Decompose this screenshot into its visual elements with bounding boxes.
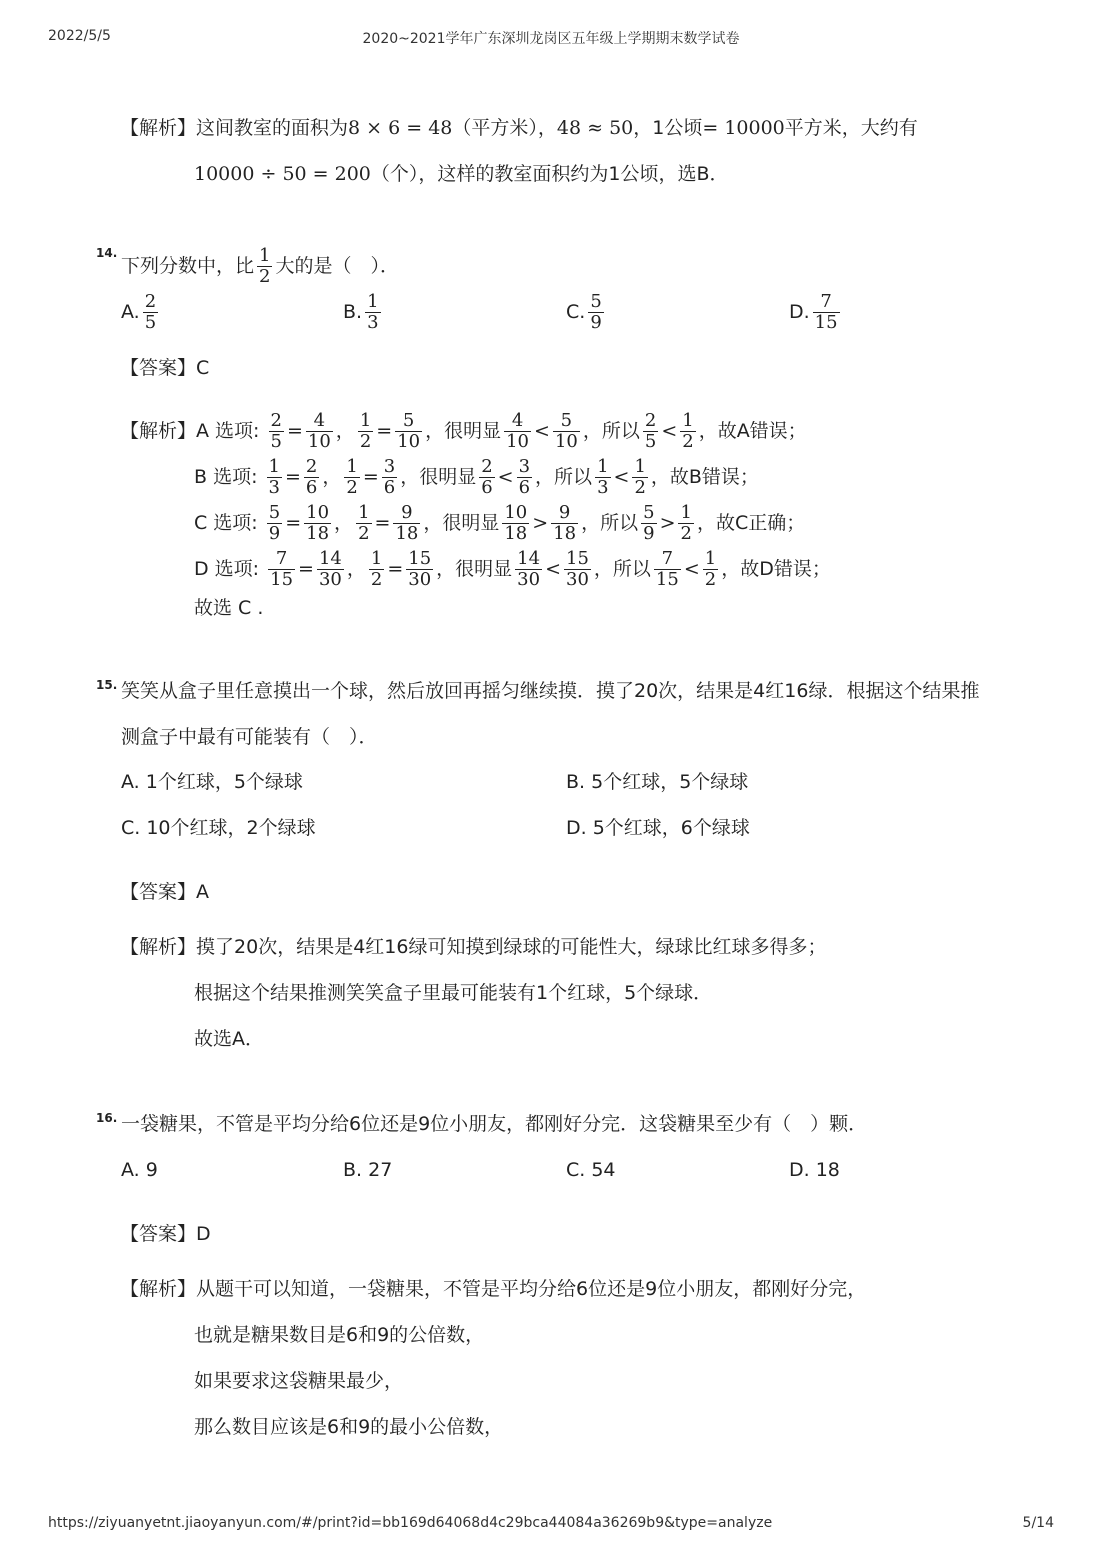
- q16-option-a[interactable]: A. 9: [121, 1159, 158, 1181]
- q15-analysis-line-1: 【解析】摸了20次，结果是4红16绿可知摸到绿球的可能性大，绿球比红球多得多；: [120, 936, 827, 958]
- q13-analysis-line-2: 10000 ÷ 50 = 200（个），这样的教室面积约为1公顷，选B．: [194, 163, 729, 185]
- q16-analysis-line-1: 【解析】从题干可以知道，一袋糖果，不管是平均分给6位还是9位小朋友，都刚好分完，: [120, 1278, 867, 1300]
- q16-analysis-line-3: 如果要求这袋糖果最少，: [194, 1370, 404, 1392]
- question-number: 14.: [96, 246, 118, 260]
- q14-option-a[interactable]: A. $\frac{2}{5}$: [121, 291, 157, 333]
- print-date: 2022/5/5: [48, 28, 111, 44]
- q14-answer: 【答案】C: [120, 357, 210, 379]
- q15-analysis-line-3: 故选A．: [194, 1028, 264, 1050]
- q16-option-d[interactable]: D. 18: [789, 1159, 840, 1181]
- q16-analysis-line-4: 那么数目应该是6和9的最小公倍数，: [194, 1416, 504, 1438]
- q15-option-b[interactable]: B. 5个红球，5个绿球: [566, 771, 749, 793]
- q16-option-b[interactable]: B. 27: [343, 1159, 393, 1181]
- q16-option-c[interactable]: C. 54: [566, 1159, 616, 1181]
- q14-final: 故选 C .: [194, 597, 264, 619]
- q16-stem: 一袋糖果，不管是平均分给6位还是9位小朋友，都刚好分完．这袋糖果至少有（ ）颗．: [121, 1113, 868, 1135]
- q16-answer: 【答案】D: [120, 1223, 211, 1245]
- q14-analysis-row-b: B 选项: $\frac{1}{3}$ = $\frac{2}{6}$ ， $\frac{1}{2}$ = $\frac{3}{6}$ ，很明显 $\frac{2}{6}$ < $\frac{3}{6}$ ，所以 $\frac{1}{3}$ < $\frac{1}{2}$ ，故B错误；: [194, 456, 759, 498]
- question-number: 15.: [96, 678, 118, 692]
- document-title: 2020~2021学年广东深圳龙岗区五年级上学期期末数学试卷: [362, 31, 740, 47]
- q14-analysis-row-d: D 选项: $\frac{7}{15}$ = $\frac{14}{30}$ ， $\frac{1}{2}$ = $\frac{15}{30}$ ，很明显 $\frac{14}{30}$ < $\frac{15}{30}$ ，所以 $\frac{7}{15}$ < $\frac{1}{2}$ ，故D错误；: [194, 548, 831, 590]
- page-number: 5/14: [1022, 1515, 1054, 1531]
- q15-option-c[interactable]: C. 10个红球，2个绿球: [121, 817, 316, 839]
- question-number: 16.: [96, 1111, 118, 1125]
- q14-option-c[interactable]: C. $\frac{5}{9}$: [566, 291, 602, 333]
- q16-analysis-line-2: 也就是糖果数目是6和9的公倍数，: [194, 1324, 485, 1346]
- q15-option-a[interactable]: A. 1个红球，5个绿球: [121, 771, 303, 793]
- q14-stem: 下列分数中，比 $\frac{1}{2}$ 大的是（ ）．: [121, 245, 399, 287]
- analysis-label: 【解析】: [120, 117, 197, 139]
- q15-stem-line-1: 笑笑从盒子里任意摸出一个球，然后放回再摇匀继续摸．摸了20次，结果是4红16绿．根据这个结果推: [121, 680, 980, 702]
- q14-analysis-row-c: C 选项: $\frac{5}{9}$ = $\frac{10}{18}$ ， $\frac{1}{2}$ = $\frac{9}{18}$ ，很明显 $\frac{10}{18}$ > $\frac{9}{18}$ ，所以 $\frac{5}{9}$ > $\frac{1}{2}$ ，故C正确；: [194, 502, 806, 544]
- q15-option-d[interactable]: D. 5个红球，6个绿球: [566, 817, 750, 839]
- q14-option-d[interactable]: D. $\frac{7}{15}$: [789, 291, 838, 333]
- q14-option-b[interactable]: B. $\frac{1}{3}$: [343, 291, 379, 333]
- q15-answer: 【答案】A: [120, 881, 210, 903]
- q13-analysis-line-1: 【解析】这间教室的面积为8 × 6 = 48（平方米），48 ≈ 50，1公顷= 10000平方米，大约有: [120, 117, 918, 139]
- q15-stem-line-2: 测盒子中最有可能装有（ ）．: [121, 726, 378, 748]
- page-url[interactable]: https://ziyuanyetnt.jiaoyanyun.com/#/print?id=bb169d64068d4c29bca44084a36269b9&type=analyze: [48, 1515, 773, 1531]
- q14-analysis-row-a: 【解析】A 选项: $\frac{2}{5}$ = $\frac{4}{10}$ ， $\frac{1}{2}$ = $\frac{5}{10}$ ，很明显 $\frac{4}{10}$ < $\frac{5}{10}$ ，所以 $\frac{2}{5}$ < $\frac{1}{2}$ ，故A错误；: [120, 410, 807, 452]
- fraction: $\frac{1}{2}$: [259, 245, 271, 287]
- q15-analysis-line-2: 根据这个结果推测笑笑盒子里最可能装有1个红球，5个绿球．: [194, 982, 713, 1004]
